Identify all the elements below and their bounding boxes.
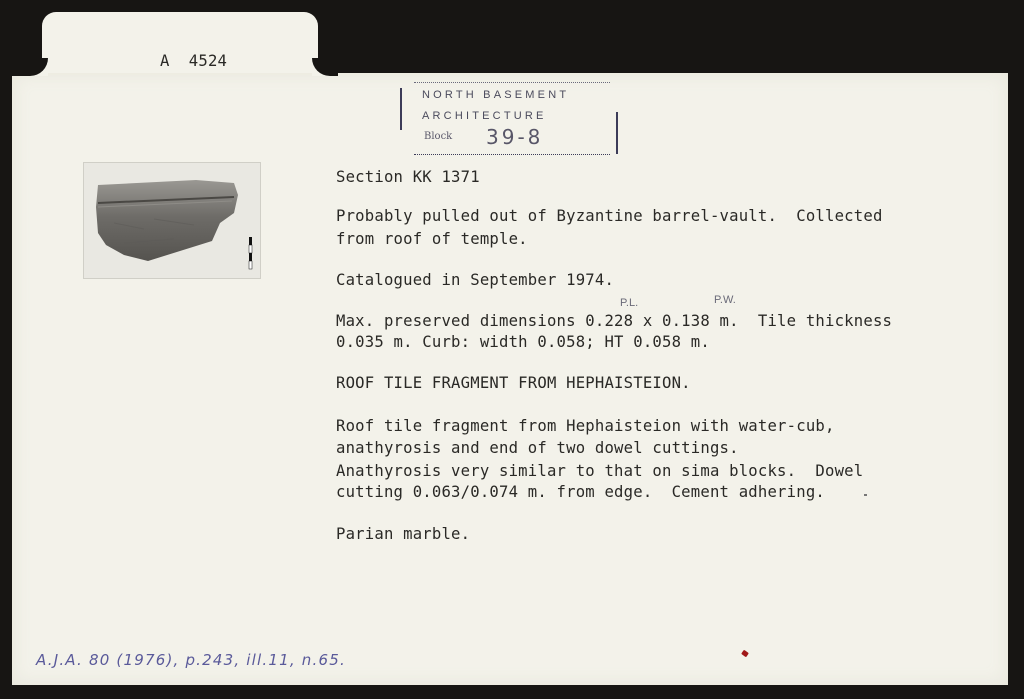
description-line-1: Probably pulled out of Byzantine barrel-vault. Collected — [336, 207, 883, 225]
details-line-1: Roof tile fragment from Hephaisteion with water-cub, — [336, 417, 835, 435]
bibliography-note: A.J.A. 80 (1976), p.243, ill.11, n.65. — [36, 651, 346, 669]
stamp-location: NORTH BASEMENT — [422, 89, 570, 101]
tile-fragment-image — [84, 163, 260, 278]
stamp-left-border — [400, 88, 402, 130]
dimensions-line-2: 0.035 m. Curb: width 0.058; HT 0.058 m. — [336, 333, 710, 351]
stamp-block-label: Block — [424, 131, 453, 142]
storage-stamp — [398, 82, 620, 160]
artifact-photo — [83, 162, 261, 279]
details-line-4: cutting 0.063/0.074 m. from edge. Cement adhering. — [336, 483, 825, 501]
stamp-department: ARCHITECTURE — [422, 110, 547, 122]
catalogued-date: Catalogued in September 1974. — [336, 271, 615, 289]
details-line-2: anathyrosis and end of two dowel cuttings. — [336, 439, 739, 457]
annotation-pw: P.W. — [714, 294, 736, 306]
stamp-top-border — [414, 82, 610, 84]
section-label: Section KK 1371 — [336, 168, 480, 186]
details-line-3: Anathyrosis very similar to that on sima blocks. Dowel — [336, 462, 864, 480]
stamp-bottom-border — [414, 154, 610, 156]
description-line-2: from roof of temple. — [336, 230, 528, 248]
stamp-block-value: 39-8 — [486, 125, 544, 149]
catalog-number: A 4524 — [160, 52, 228, 70]
stamp-right-border — [616, 112, 618, 154]
dimensions-line-1: Max. preserved dimensions 0.228 x 0.138 m. Tile thickness — [336, 312, 893, 330]
annotation-pl: P.L. — [620, 297, 639, 309]
pencil-dot — [864, 494, 867, 496]
object-title: ROOF TILE FRAGMENT FROM HEPHAISTEION. — [336, 374, 691, 392]
material: Parian marble. — [336, 525, 471, 543]
